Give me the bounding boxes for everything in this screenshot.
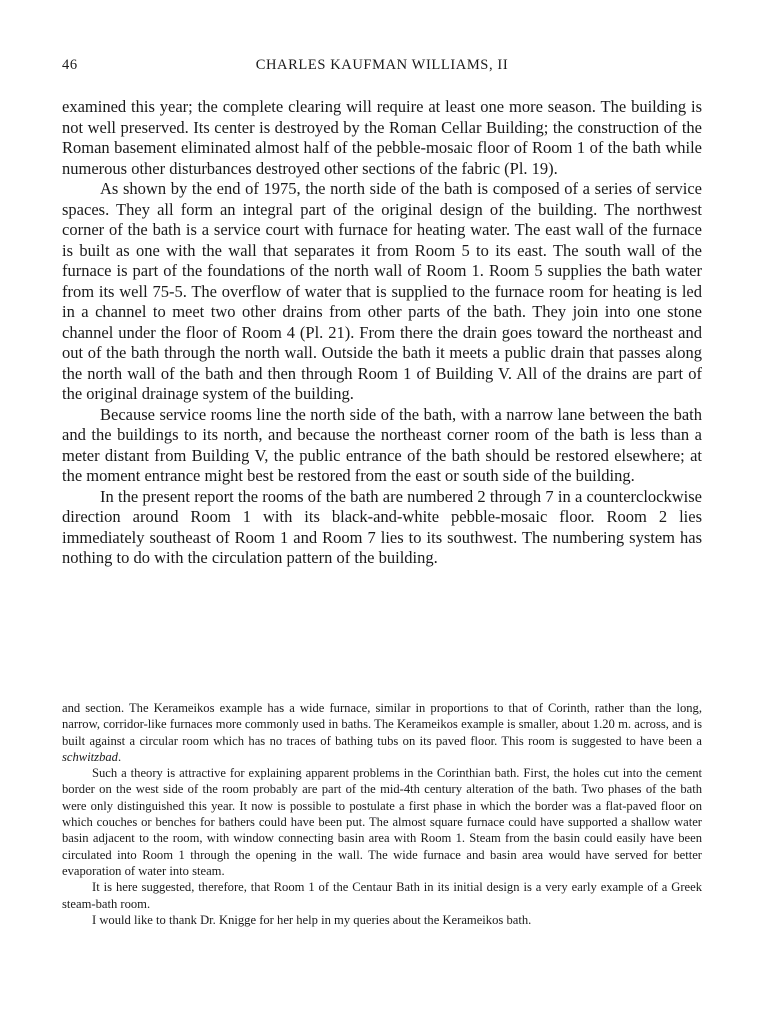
body-text [62, 97, 702, 569]
footnote-paragraph: Such a theory is attractive for explaining apparent problems in the Corinthian bath. First, the holes cut into the cement border on the west side of the room probably are part of the mid-4th century alteration of the bath. Two phases of the bath were only distinguished this year. It now is possible to postulate a first phase in which the border was a flat-paved floor on which couches or benches for bathers could have been put. The almost square furnace could have supported a shallow water basin adjacent to the room, with window connecting basin area with Room 1. Steam from the basin could easily have been circulated into Room 1 through the opening in the wall. The wide furnace and basin area would have served for better evaporation of water into steam. [62, 766, 702, 878]
footnote-text: . [117, 749, 122, 764]
running-head: CHARLES KAUFMAN WILLIAMS, II [255, 57, 509, 73]
body-paragraph: As shown by the end of 1975, the north side of the bath is composed of a series of service spaces. They all form an integral part of the original design of the building. The northwest corner of the bath is a service court with furnace for heating water. The east wall of the furnace is built as one with the wall that separates it from Room 5 to its east. The south wall of the furnace is part of the foundations of the north wall of Room 1. Room 5 supplies the bath water from its well 75-5. The overflow of water that is supplied to the furnace room for heating is led in a channel to meet two other drains from other parts of the bath. They join into one stone channel under the floor of Room 4 (Pl. 21). From there the drain goes toward the northeast and out of the bath through the north wall. Outside the bath it meets a public drain that passes along the north wall of the bath and then through Room 1 of Building V. All of the drains are part of the original drainage system of the building. [62, 179, 702, 403]
footnote-paragraph: I would like to thank Dr. Knigge for her help in my queries about the Kerameikos bath. [92, 912, 532, 927]
body-paragraph: Because service rooms line the north side of the bath, with a narrow lane between the bath and the buildings to its north, and because the northeast corner room of the bath is less than a meter distant from Building V, the public entrance of the bath should be restored elsewhere; at the moment entrance might best be restored from the east or south side of the building. [62, 404, 702, 485]
footnote-text: and section. The Kerameikos example has a wide furnace, similar in proportions to that of Corinth, rather than the long, narrow, corridor-like furnaces more commonly used in baths. The Kerameikos example is smaller, about 1.20 m. across, and is built against a circular room which has no traces of bathing tubs on its paved floor. This room is suggested to have been a [62, 701, 702, 748]
page-header [62, 57, 702, 79]
footnote-paragraph: It is here suggested, therefore, that Room 1 of the Centaur Bath in its initial design is a very early example of a Greek steam-bath room. [62, 880, 702, 911]
footnote-italic-term: schwitzbad [62, 749, 118, 764]
body-paragraph: examined this year; the complete clearing will require at least one more season. The building is not well preserved. Its center is destroyed by the Roman Cellar Building; the construction of the Roman basement eliminated almost half of the pebble-mosaic floor of Room 1 of the bath while numerous other disturbances destroyed other sections of the fabric (Pl. 19). [62, 97, 702, 178]
footnote [62, 700, 702, 928]
body-paragraph: In the present report the rooms of the bath are numbered 2 through 7 in a counterclockwise direction around Room 1 with its black-and-white pebble-mosaic floor. Room 2 lies immediately southeast of Room 1 and Room 7 lies to its southwest. The numbering system has nothing to do with the circulation pattern of the building. [62, 486, 702, 567]
footnote-paragraph [62, 700, 702, 765]
page-number: 46 [62, 57, 78, 73]
